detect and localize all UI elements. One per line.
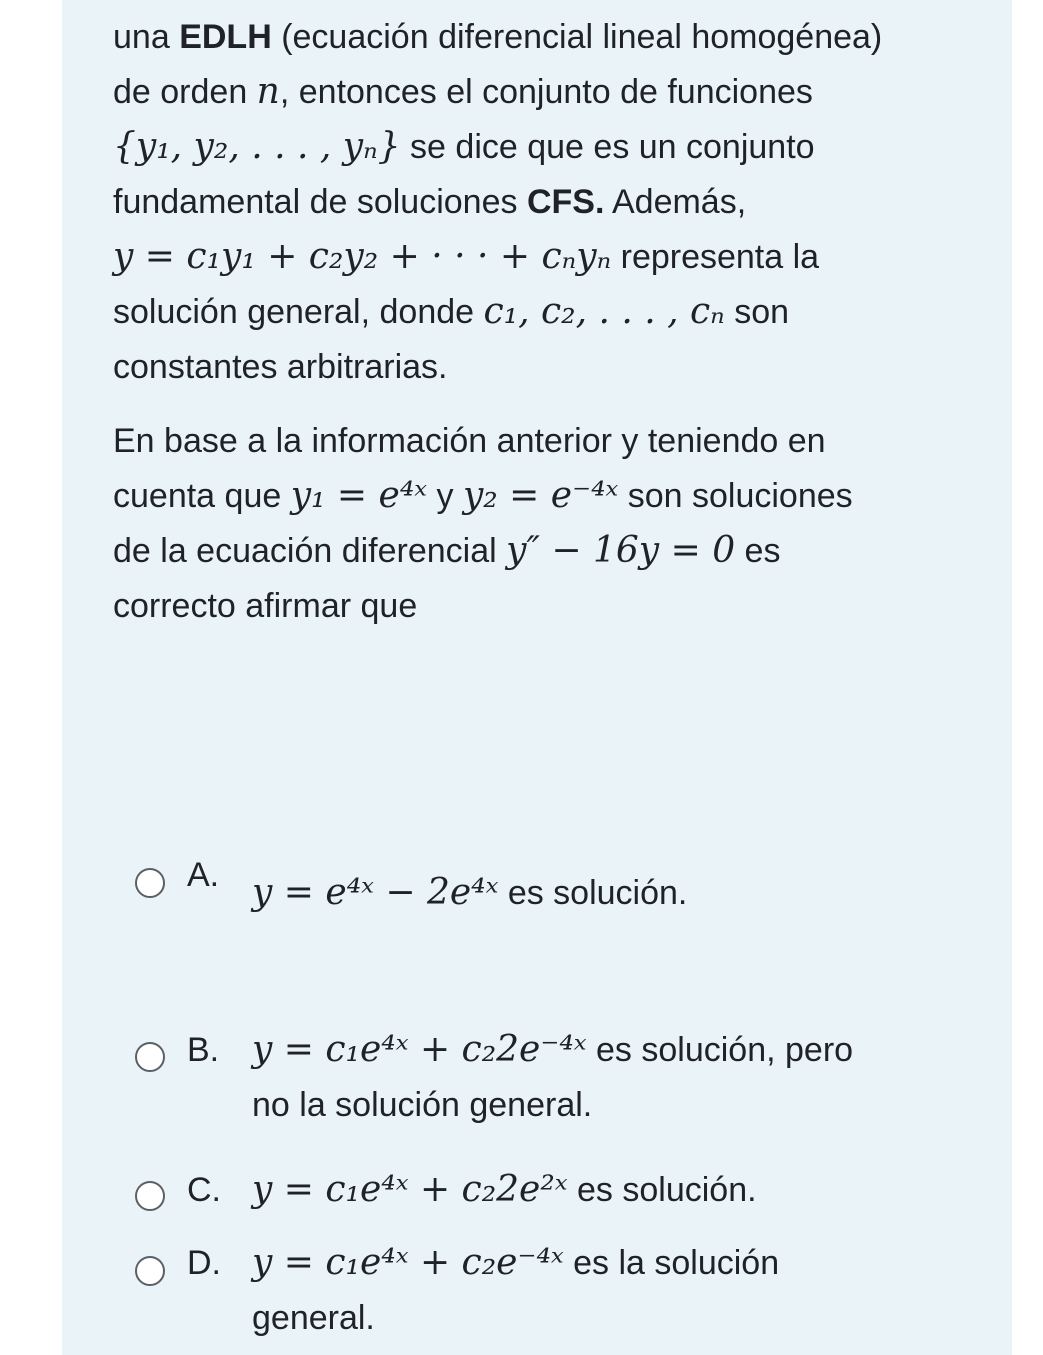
statement-text: representa la bbox=[611, 238, 820, 276]
option-a-letter: A. bbox=[187, 856, 220, 894]
option-d-text-2: general. bbox=[252, 1299, 375, 1337]
question-line-2 bbox=[113, 473, 853, 519]
statement-text: solución general, donde bbox=[113, 293, 484, 331]
question-text: y bbox=[427, 477, 463, 515]
math-constants: c₁, c₂, . . . , cₙ bbox=[483, 291, 725, 332]
option-a[interactable] bbox=[130, 850, 990, 920]
question-text: En base a la información anterior y teniendo en bbox=[113, 422, 826, 460]
math-differential-equation: y″ − 16y = 0 bbox=[506, 530, 736, 571]
question-text: es bbox=[735, 532, 781, 570]
edlh-term: EDLH bbox=[179, 18, 272, 56]
option-d[interactable] bbox=[130, 1240, 990, 1344]
statement-line-4 bbox=[113, 179, 746, 225]
option-d-radio[interactable] bbox=[135, 1256, 165, 1286]
cfs-term: CFS. bbox=[526, 183, 605, 221]
option-b-text-2: no la solución general. bbox=[252, 1086, 593, 1124]
statement-text: son bbox=[724, 293, 790, 331]
statement-text: , entonces el conjunto de funciones bbox=[279, 73, 813, 111]
option-d-math: y = c₁e⁴ˣ + c₂e⁻⁴ˣ bbox=[252, 1242, 564, 1283]
statement-text: (ecuación diferencial lineal homogénea) bbox=[271, 18, 883, 56]
statement-text: fundamental de soluciones bbox=[113, 183, 527, 221]
statement-line-1 bbox=[113, 14, 882, 60]
statement-text: constantes arbitrarias. bbox=[113, 348, 448, 386]
question-text: de la ecuación diferencial bbox=[113, 532, 507, 570]
option-b[interactable] bbox=[130, 1027, 990, 1131]
option-b-text: es solución, pero bbox=[586, 1031, 854, 1069]
question-text: correcto afirmar que bbox=[113, 587, 418, 625]
option-b-letter: B. bbox=[187, 1031, 220, 1069]
statement-text: una bbox=[113, 18, 180, 56]
statement-line-6 bbox=[113, 289, 789, 335]
math-y2: y₂ = e⁻⁴ˣ bbox=[462, 475, 619, 516]
option-c-body bbox=[252, 1167, 757, 1213]
option-c-letter: C. bbox=[187, 1171, 221, 1209]
option-a-radio[interactable] bbox=[135, 868, 165, 898]
option-a-math: y = e⁴ˣ − 2e⁴ˣ bbox=[252, 872, 499, 913]
math-y1: y₁ = e⁴ˣ bbox=[290, 475, 428, 516]
option-b-body bbox=[252, 1027, 853, 1073]
statement-line-2 bbox=[113, 69, 813, 115]
option-d-body bbox=[252, 1240, 779, 1286]
math-function-set: {y₁, y₂, . . . , yₙ} bbox=[113, 126, 401, 167]
question-line-1 bbox=[113, 418, 826, 464]
question-line-4 bbox=[113, 583, 417, 629]
option-a-text: es solución. bbox=[498, 874, 688, 912]
option-b-math: y = c₁e⁴ˣ + c₂2e⁻⁴ˣ bbox=[252, 1029, 587, 1070]
option-b-radio[interactable] bbox=[135, 1042, 165, 1072]
math-general-solution: y = c₁y₁ + c₂y₂ + · · · + cₙyₙ bbox=[113, 236, 612, 277]
option-a-body bbox=[252, 870, 687, 916]
option-d-letter: D. bbox=[187, 1244, 221, 1282]
statement-line-5 bbox=[113, 234, 819, 280]
option-d-text: es la solución bbox=[563, 1244, 780, 1282]
statement-text: de orden bbox=[113, 73, 257, 111]
option-b-body-line-2 bbox=[252, 1082, 592, 1128]
option-c-math: y = c₁e⁴ˣ + c₂2e²ˣ bbox=[252, 1169, 568, 1210]
statement-line-3 bbox=[113, 124, 815, 170]
question-text: son soluciones bbox=[618, 477, 853, 515]
question-line-3 bbox=[113, 528, 780, 574]
option-d-body-line-2 bbox=[252, 1295, 375, 1341]
statement-line-7 bbox=[113, 344, 448, 390]
question-text: cuenta que bbox=[113, 477, 291, 515]
option-c-radio[interactable] bbox=[135, 1181, 165, 1211]
statement-text: Además, bbox=[604, 183, 747, 221]
statement-text: se dice que es un conjunto bbox=[400, 128, 815, 166]
option-c[interactable] bbox=[130, 1167, 990, 1217]
option-c-text: es solución. bbox=[567, 1171, 757, 1209]
math-n: n bbox=[256, 71, 280, 112]
